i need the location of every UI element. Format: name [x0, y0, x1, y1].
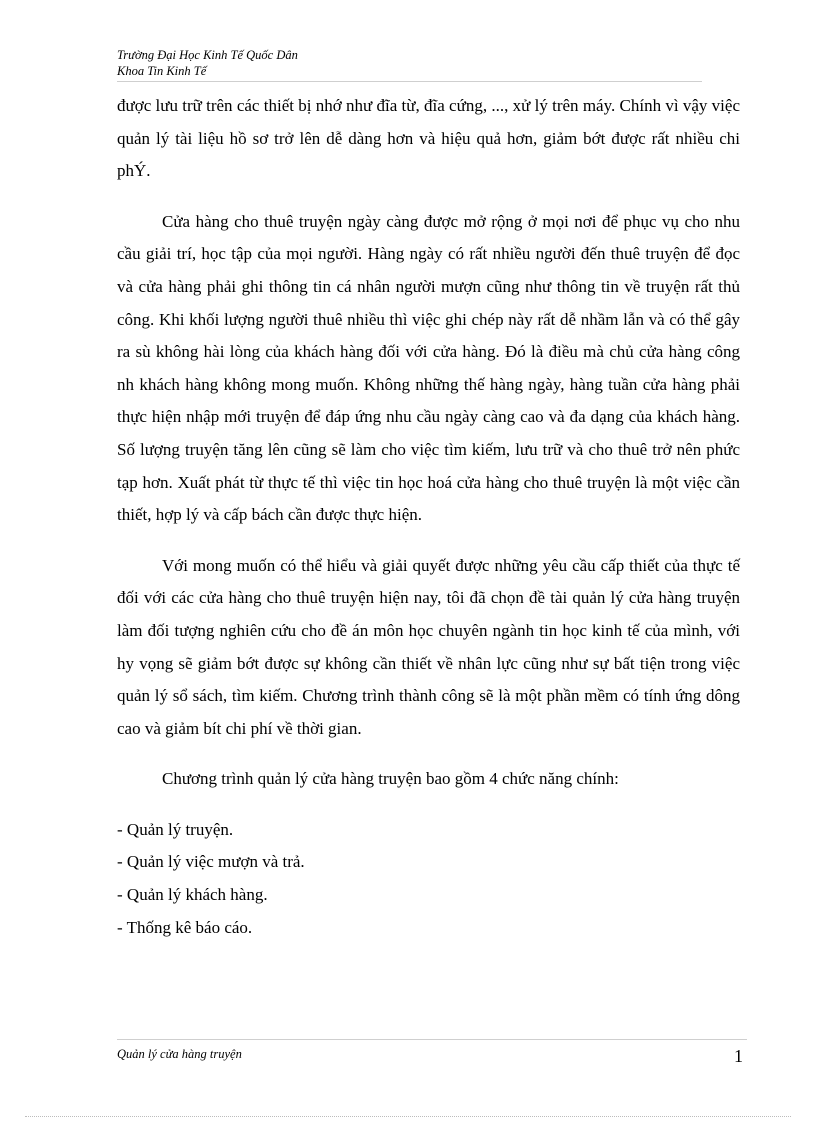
document-body [117, 90, 740, 944]
list-item: - Thống kê báo cáo. [117, 917, 253, 937]
footer-divider [117, 1039, 747, 1040]
paragraph-4: Chương trình quản lý cửa hàng truyện bao gồm 4 chức năng chính: [162, 769, 619, 789]
paragraph-2: Cửa hàng cho thuê truyện ngày càng được mở rộng ở mọi nơi để phục vụ cho nhu cầu giải trí, học tập của mọi người. Hàng ngày có rất nhiều người đến thuê truyện để đọc và cửa hàng phải ghi thông tin cá nhân người mượn cũng như thông tin về truyện rất thủ công. Khi khối lượng người thuê nhiều thì việc ghi chép này rất dễ nhầm lẫn và có thể gây ra sù không hài lòng của khách hàng đối với cửa hàng. Đó là điều mà chủ cửa hàng công nh khách hàng không mong muốn. Không những thế hàng ngày, hàng tuần cửa hàng phải thực hiện nhập mới truyện để đáp ứng nhu cầu ngày càng cao và đa dạng của khách hàng. Số lượng truyện tăng lên cũng sẽ làm cho việc tìm kiếm, lưu trữ và cho thuê trở nên phức tạp hơn. Xuất phát từ thực tế thì việc tin học hoá cửa hàng cho thuê truyện là một việc cần thiết, hợp lý và cấp bách cần được thực hiện. [117, 211, 740, 525]
page-bottom-border [25, 1116, 791, 1117]
paragraph-1: được lưu trữ trên các thiết bị nhớ như đĩa từ, đĩa cứng, ..., xử lý trên máy. Chính vì vậy việc quản lý tài liệu hồ sơ trở lên dễ dàng hơn và hiệu quả hơn, giảm bớt được rất nhiều chi phÝ. [117, 96, 740, 181]
page-header [117, 47, 298, 79]
paragraph-3: Với mong muốn có thể hiểu và giải quyết được những yêu cầu cấp thiết của thực tế đối với các cửa hàng cho thuê truyện hiện nay, tôi đã chọn đề tài quản lý cửa hàng truyện làm đối tượng nghiên cứu cho đề án môn học chuyên ngành tin học kinh tế của mình, với hy vọng sẽ giảm bớt được sự không cần thiết về nhân lực cũng như sự bất tiện trong việc quản lý sổ sách, tìm kiếm. Chương trình thành công sẽ là một phần mềm có tính ứng dông cao và giảm bít chi phí về thời gian. [117, 555, 740, 738]
list-item: - Quản lý việc mượn và trả. [117, 852, 305, 872]
header-faculty: Khoa Tin Kinh Tế [117, 64, 207, 78]
header-university: Trường Đại Học Kinh Tế Quốc Dân [117, 48, 298, 62]
function-list [117, 814, 740, 944]
header-divider [117, 81, 702, 82]
page-number: 1 [734, 1046, 743, 1066]
list-item: - Quản lý khách hàng. [117, 885, 268, 905]
footer-title: Quản lý cửa hàng truyện [117, 1047, 242, 1061]
list-item: - Quản lý truyện. [117, 819, 234, 839]
